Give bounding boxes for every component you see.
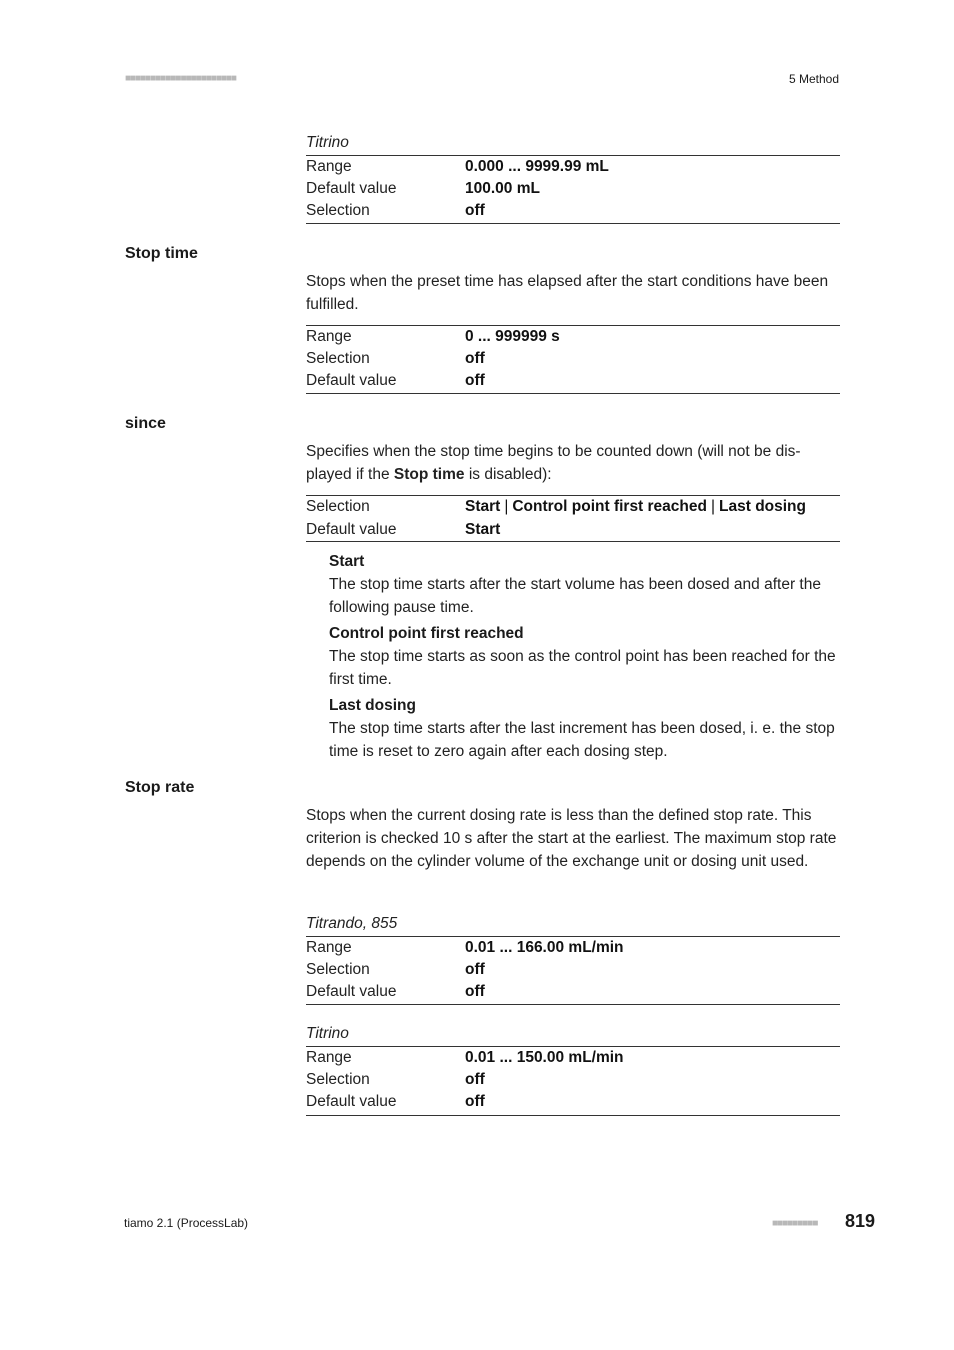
table-caption: Titrando, 855 — [306, 915, 398, 932]
table-row — [306, 348, 840, 370]
since-description-text-end: is disabled): — [464, 466, 552, 483]
option-separator: | — [504, 498, 509, 515]
row-value: 0.01 ... 150.00 mL/min — [465, 1049, 624, 1066]
table-bottom-rule — [306, 1115, 840, 1116]
option-title-control-point: Control point first reached — [329, 625, 524, 642]
option-last-dosing: Last dosing — [719, 498, 806, 515]
row-value: 100.00 mL — [465, 180, 540, 197]
table-bottom-rule — [306, 1004, 840, 1005]
option-title-last-dosing: Last dosing — [329, 697, 416, 714]
option-control-point: Control point first reached — [512, 498, 707, 515]
option-text-last-dosing: The stop time starts after the last increment has been dosed, i. e. the stop time is reset to zero again after each dosing step. — [329, 720, 835, 760]
row-label: Selection — [306, 202, 370, 219]
table-row — [306, 1091, 840, 1113]
table-bottom-rule — [306, 541, 840, 542]
table-row — [306, 959, 840, 981]
row-value: off — [465, 1071, 485, 1088]
row-value: off — [465, 1093, 485, 1110]
parameter-table — [306, 937, 840, 1003]
option-start: Start — [465, 498, 501, 515]
since-description-emphasis: Stop time — [393, 466, 465, 483]
row-value: off — [465, 202, 485, 219]
row-label: Range — [306, 158, 352, 175]
stop-rate-description: Stops when the current dosing rate is less than the defined stop rate. This criterion is checked 10 s after the start at the earliest. The maximum stop rate depends on the cylinder volume of the exchange unit or dosing unit used. — [306, 807, 837, 870]
row-label: Default value — [306, 372, 397, 389]
row-label: Default value — [306, 983, 397, 1000]
row-value: off — [465, 961, 485, 978]
footer-decoration: ■■■■■■■■■ — [772, 1218, 818, 1229]
row-label: Selection — [306, 961, 370, 978]
table-row — [306, 937, 840, 959]
parameter-table — [306, 156, 840, 222]
row-label: Range — [306, 1049, 352, 1066]
section-heading-since: since — [125, 415, 166, 432]
page-number: 819 — [845, 1211, 876, 1231]
row-value: off — [465, 983, 485, 1000]
table-bottom-rule — [306, 223, 840, 224]
table-row — [306, 495, 840, 518]
row-value: Start — [465, 521, 501, 538]
row-value: 0.01 ... 166.00 mL/min — [465, 939, 624, 956]
table-row — [306, 1069, 840, 1091]
row-value: off — [465, 350, 485, 367]
footer-product: tiamo 2.1 (ProcessLab) — [124, 1216, 249, 1230]
table-row — [306, 178, 840, 200]
row-label: Selection — [306, 1071, 370, 1088]
stop-time-description: Stops when the preset time has elapsed after the start conditions have been fulfilled. — [306, 273, 829, 313]
chapter-title: 5 Method — [789, 72, 840, 86]
row-label: Range — [306, 328, 352, 345]
table-row — [306, 518, 840, 541]
since-description — [306, 440, 846, 486]
section-heading-stop-rate: Stop rate — [125, 779, 195, 796]
row-value: off — [465, 372, 485, 389]
row-label: Default value — [306, 521, 397, 538]
row-value-options — [465, 495, 806, 518]
row-label: Default value — [306, 180, 397, 197]
option-separator: | — [710, 498, 716, 515]
table-row — [306, 1047, 840, 1069]
header-decoration: ■■■■■■■■■■■■■■■■■■■■■■ — [125, 73, 236, 84]
option-title-start: Start — [329, 553, 365, 570]
row-label: Default value — [306, 1093, 397, 1110]
option-text-control-point: The stop time starts as soon as the control point has been reached for the first time. — [329, 648, 836, 688]
table-row — [306, 156, 840, 178]
parameter-table — [306, 326, 840, 392]
since-description-text: Specifies when the stop time begins to be counted down (will not be dis-played if the — [306, 443, 801, 483]
parameter-table — [306, 495, 840, 541]
table-caption: Titrino — [306, 1025, 349, 1042]
table-bottom-rule — [306, 393, 840, 394]
table-row — [306, 200, 840, 222]
row-label: Selection — [306, 498, 370, 515]
row-value: 0.000 ... 9999.99 mL — [465, 158, 609, 175]
section-heading-stop-time: Stop time — [125, 245, 198, 262]
table-row — [306, 981, 840, 1003]
row-label: Range — [306, 939, 352, 956]
table-row — [306, 326, 840, 348]
table-row — [306, 370, 840, 392]
parameter-table — [306, 1047, 840, 1113]
row-value: 0 ... 999999 s — [465, 328, 560, 345]
row-label: Selection — [306, 350, 370, 367]
option-text-start: The stop time starts after the start volume has been dosed and after the following pause time. — [329, 576, 821, 616]
table-caption: Titrino — [306, 134, 349, 151]
